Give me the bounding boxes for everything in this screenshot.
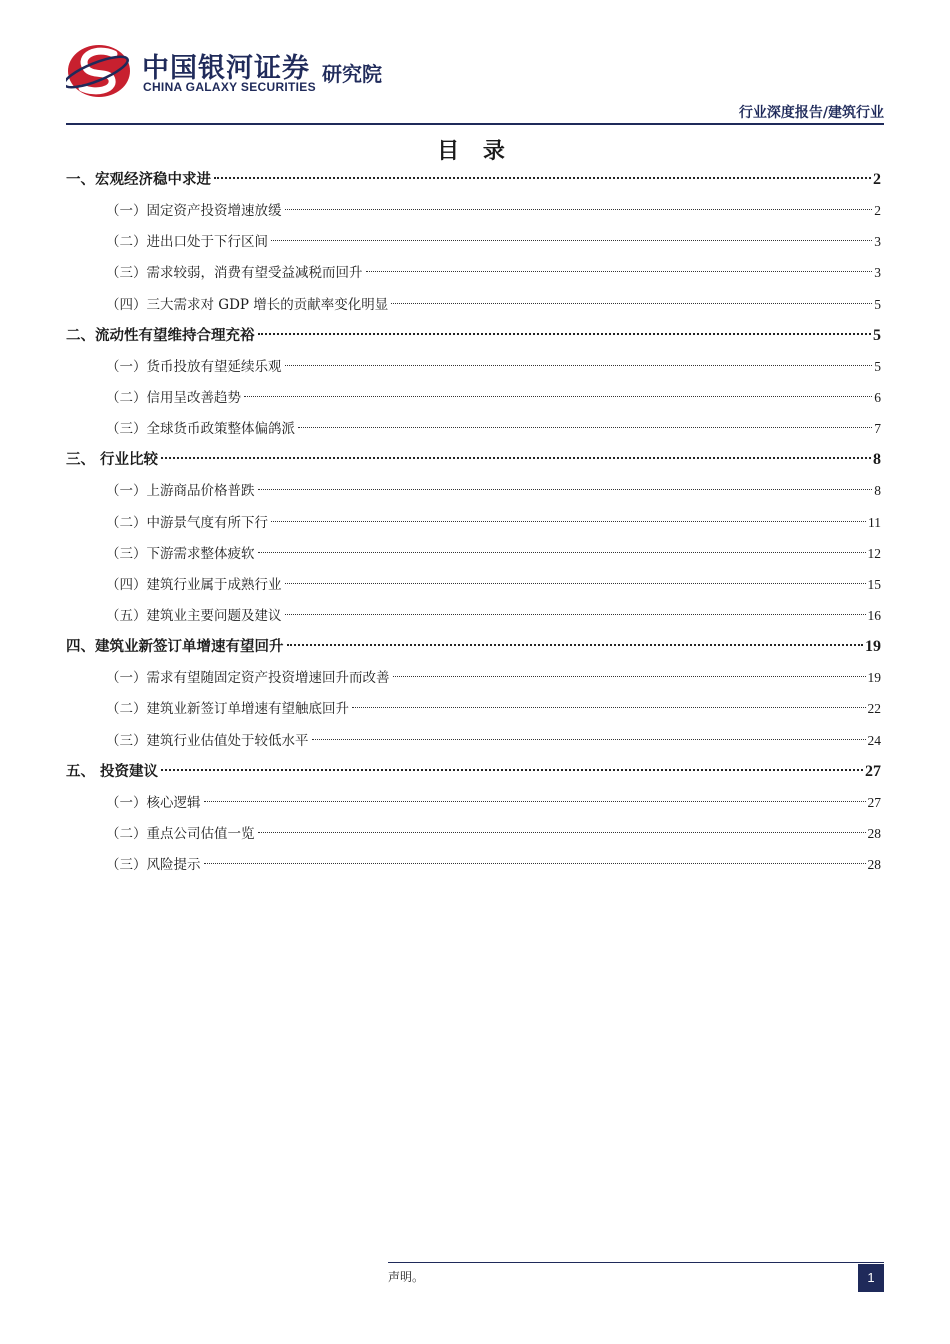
toc-entry-page: 12	[867, 545, 881, 561]
toc-entry-label: （二）信用呈改善趋势	[106, 389, 241, 406]
toc-entry-label: （五）建筑业主要问题及建议	[106, 607, 282, 624]
toc-dot-leader	[285, 583, 866, 584]
brand-name-cn: 中国银河证券	[142, 53, 310, 84]
toc-entry-label: （三）下游需求整体疲软	[106, 545, 255, 562]
toc-subsection-entry[interactable]	[66, 569, 881, 600]
toc-section-entry[interactable]	[66, 756, 881, 787]
toc-entry-label: （三）建筑行业估值处于较低水平	[106, 732, 309, 749]
toc-entry-page: 8	[873, 451, 881, 469]
toc-dot-leader	[204, 863, 866, 864]
toc-dot-leader	[393, 676, 866, 677]
toc-subsection-entry[interactable]	[66, 351, 881, 382]
toc-entry-page: 27	[865, 762, 881, 780]
toc-entry-page: 24	[867, 732, 881, 748]
toc-title: 目 录	[437, 139, 513, 164]
toc-entry-page: 5	[874, 358, 881, 374]
toc-entry-label: （一）上游商品价格普跌	[106, 483, 255, 500]
toc-subsection-entry[interactable]	[66, 600, 881, 631]
toc-entry-page: 3	[874, 234, 881, 250]
toc-dot-leader	[271, 521, 866, 522]
toc-dot-leader	[287, 644, 864, 646]
toc-subsection-entry[interactable]	[66, 195, 881, 226]
toc-entry-page: 3	[874, 265, 881, 281]
footer-disclaimer: 声明。	[388, 1270, 425, 1284]
toc-entry-label: （一）固定资产投资增速放缓	[106, 203, 282, 220]
toc-entry-page: 2	[873, 171, 881, 188]
table-of-contents	[66, 164, 881, 880]
toc-dot-leader	[285, 614, 866, 615]
toc-entry-page: 16	[867, 607, 881, 623]
toc-entry-page: 28	[867, 857, 881, 873]
toc-dot-leader	[391, 303, 872, 304]
institute-label: 研究院	[322, 62, 382, 86]
toc-dot-leader	[285, 209, 873, 210]
brand-name-en: CHINA GALAXY SECURITIES	[143, 80, 316, 94]
toc-dot-leader	[258, 333, 872, 335]
toc-entry-label: （四）三大需求对 GDP 增长的贡献率变化明显	[106, 296, 389, 313]
toc-subsection-entry[interactable]	[66, 413, 881, 444]
toc-entry-label: （二）中游景气度有所下行	[106, 514, 268, 531]
toc-dot-leader	[285, 365, 873, 366]
toc-entry-page: 27	[867, 794, 881, 810]
toc-subsection-entry[interactable]	[66, 538, 881, 569]
toc-section-entry[interactable]	[66, 631, 881, 662]
toc-entry-label: （一）需求有望随固定资产投资增速回升而改善	[106, 670, 390, 687]
toc-entry-label: 三、 行业比较	[66, 452, 159, 469]
toc-dot-leader	[258, 489, 873, 490]
toc-subsection-entry[interactable]	[66, 257, 881, 288]
toc-dot-leader	[271, 240, 872, 241]
footer-divider	[388, 1262, 884, 1263]
toc-dot-leader	[244, 396, 872, 397]
toc-entry-page: 28	[867, 825, 881, 841]
toc-entry-page: 6	[874, 389, 881, 405]
toc-subsection-entry[interactable]	[66, 725, 881, 756]
toc-subsection-entry[interactable]	[66, 475, 881, 506]
toc-entry-page: 8	[874, 483, 881, 499]
toc-dot-leader	[204, 801, 866, 802]
toc-entry-label: （二）建筑业新签订单增速有望触底回升	[106, 701, 349, 718]
toc-subsection-entry[interactable]	[66, 787, 881, 818]
toc-entry-page: 19	[865, 638, 881, 656]
toc-entry-label: 五、 投资建议	[66, 763, 159, 780]
toc-subsection-entry[interactable]	[66, 507, 881, 538]
page-header	[0, 0, 950, 130]
toc-subsection-entry[interactable]	[66, 693, 881, 724]
toc-section-entry[interactable]	[66, 164, 881, 195]
toc-subsection-entry[interactable]	[66, 818, 881, 849]
toc-entry-label: （一）货币投放有望延续乐观	[106, 358, 282, 375]
report-type-label: 行业深度报告/建筑行业	[738, 105, 884, 121]
toc-entry-page: 2	[874, 203, 881, 219]
toc-entry-label: 二、流动性有望维持合理充裕	[66, 327, 255, 344]
toc-entry-label: （四）建筑行业属于成熟行业	[106, 576, 282, 593]
toc-dot-leader	[366, 271, 873, 272]
toc-dot-leader	[258, 832, 866, 833]
toc-dot-leader	[352, 707, 866, 708]
toc-entry-label: 四、建筑业新签订单增速有望回升	[66, 639, 284, 656]
toc-dot-leader	[214, 177, 871, 179]
toc-entry-label: 一、宏观经济稳中求进	[66, 172, 211, 188]
toc-entry-page: 15	[867, 576, 881, 592]
toc-subsection-entry[interactable]	[66, 226, 881, 257]
toc-dot-leader	[312, 739, 866, 740]
toc-entry-page: 5	[874, 296, 881, 312]
toc-dot-leader	[161, 457, 871, 459]
toc-entry-page: 22	[867, 701, 881, 717]
header-divider	[66, 123, 884, 125]
toc-section-entry[interactable]	[66, 444, 881, 475]
toc-entry-label: （三）需求较弱，消费有望受益减税而回升	[106, 265, 363, 282]
galaxy-s-logo-icon	[66, 42, 132, 100]
toc-entry-label: （三）全球货币政策整体偏鸽派	[106, 421, 295, 438]
toc-dot-leader	[298, 427, 872, 428]
toc-entry-label: （一）核心逻辑	[106, 794, 201, 811]
toc-section-entry[interactable]	[66, 320, 881, 351]
toc-subsection-entry[interactable]	[66, 662, 881, 693]
toc-dot-leader	[258, 552, 866, 553]
toc-entry-page: 19	[867, 670, 881, 686]
toc-subsection-entry[interactable]	[66, 382, 881, 413]
toc-entry-label: （二）重点公司估值一览	[106, 825, 255, 842]
toc-entry-page: 11	[868, 514, 881, 530]
toc-subsection-entry[interactable]	[66, 289, 881, 320]
toc-entry-label: （二）进出口处于下行区间	[106, 234, 268, 251]
toc-entry-label: （三）风险提示	[106, 857, 201, 874]
page-number-badge: 1	[858, 1264, 884, 1292]
toc-subsection-entry[interactable]	[66, 849, 881, 880]
toc-entry-page: 7	[874, 421, 881, 437]
toc-entry-page: 5	[873, 326, 881, 344]
toc-dot-leader	[161, 769, 863, 771]
